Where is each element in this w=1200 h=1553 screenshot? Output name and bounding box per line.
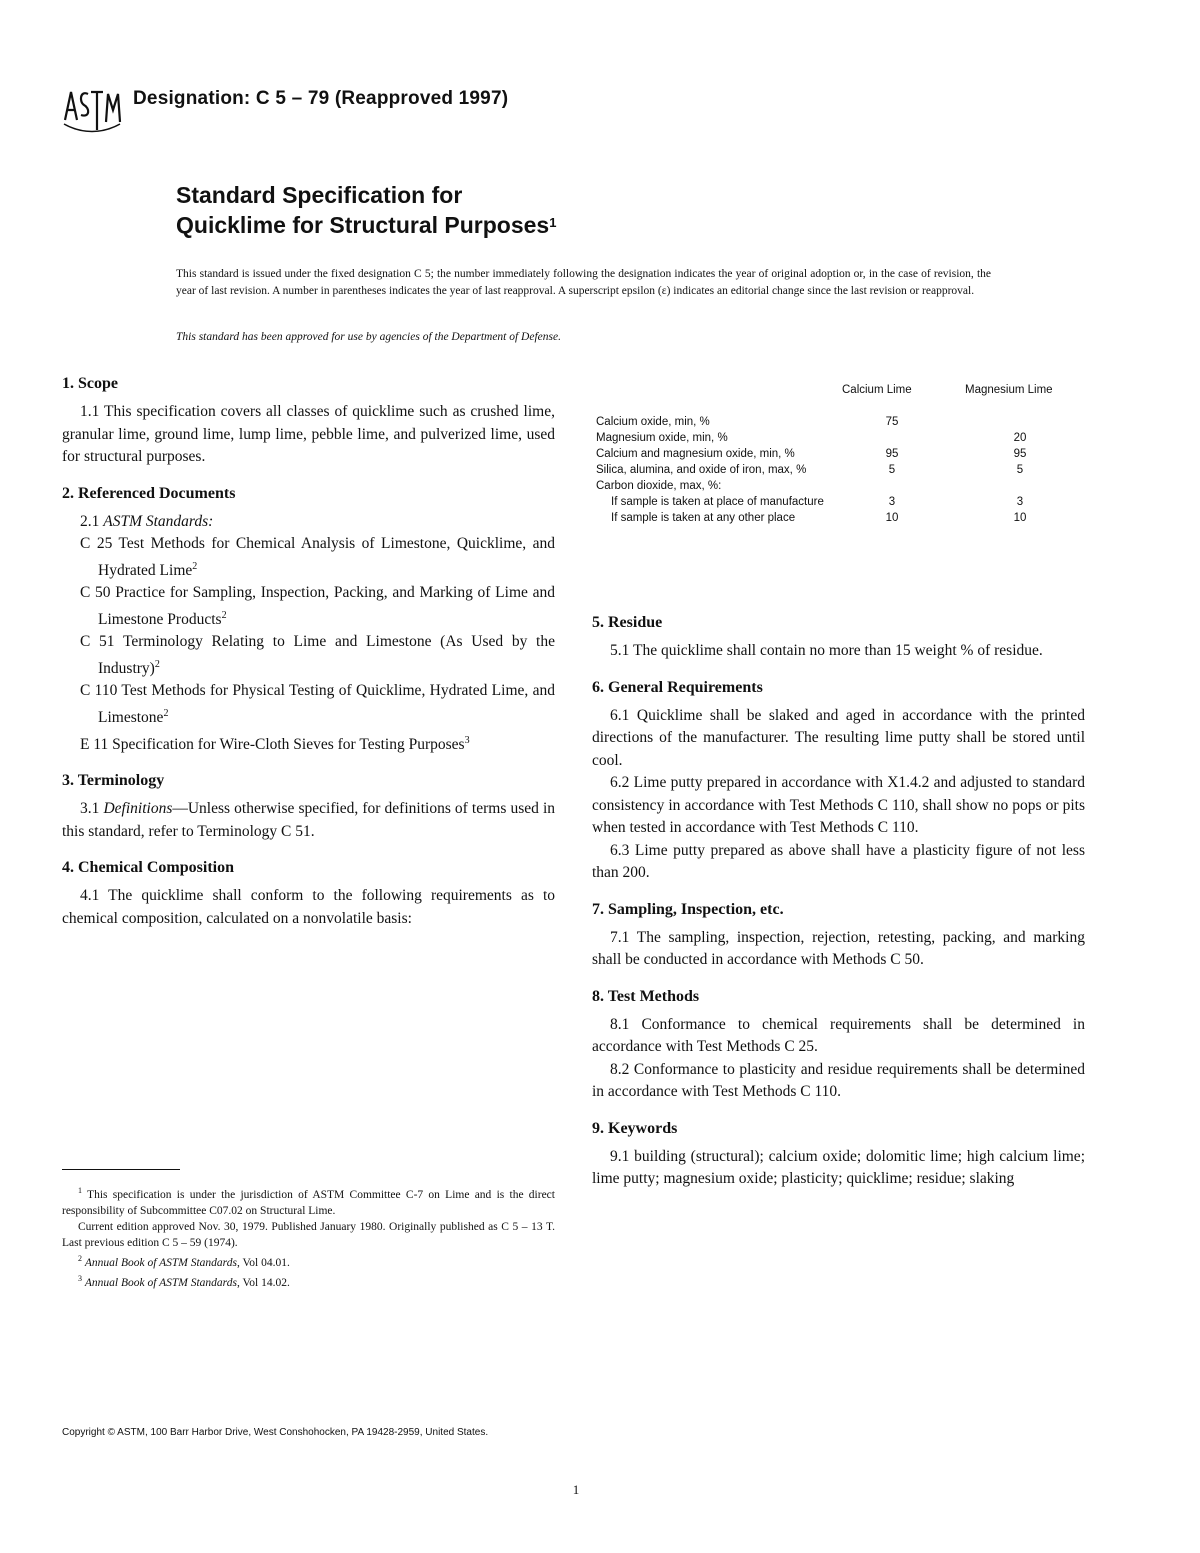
table-row: [592, 478, 1087, 494]
section-terminology: [62, 770, 555, 843]
paragraph: 5.1 The quicklime shall contain no more than 15 weight % of residue.: [610, 642, 1043, 659]
left-column: [62, 373, 555, 944]
paragraph: 8.2 Conformance to plasticity and residue requirements shall be determined in accordance with Test Methods C 110.: [592, 1060, 1085, 1100]
table-row: [592, 494, 1087, 510]
title-line-2: Quicklime for Structural Purposes$^1$: [176, 212, 557, 238]
reference-item: C 50 Practice for Sampling, Inspection, Packing, and Marking of Lime and Limestone Products$^2$: [80, 584, 555, 628]
footnote-2: $^2$ Annual Book of ASTM Standards, Vol 04.01.: [78, 1253, 290, 1269]
column-header-calcium-lime: Calcium Lime: [842, 384, 912, 396]
row-label: Magnesium oxide, min, %: [596, 432, 728, 444]
section-scope: [62, 373, 555, 469]
section-heading: 1. Scope: [62, 375, 118, 392]
magnesium-value: 95: [1013, 448, 1027, 460]
paragraph: 1.1 This specification covers all classes of quicklime such as crushed lime, granular lime, ground lime, lump lime, pebble lime, and pulverized lime, used for structural purposes.: [62, 403, 555, 465]
magnesium-value: 10: [1013, 512, 1027, 524]
table-row: [592, 510, 1087, 526]
magnesium-value: 3: [1016, 496, 1024, 508]
issuance-notice: This standard is issued under the fixed designation C 5; the number immediately following the designation indicates the year of original adoption or, in the case of revision, the year of last revision. A number in parentheses indicates the year of last reapproval. A superscript epsilon (ε) indicates an editorial change since the last revision or reapproval.: [176, 268, 991, 297]
section-referenced-documents: [62, 483, 555, 757]
chemical-requirements-table: [592, 378, 1087, 526]
table-row: [592, 414, 1087, 430]
section-heading: 6. General Requirements: [592, 678, 763, 696]
dod-approval-note: This standard has been approved for use by agencies of the Department of Defense.: [176, 331, 561, 343]
section-general-requirements: [592, 677, 1085, 885]
paragraph: 3.1 Definitions—Unless otherwise specified, for definitions of terms used in this standard, refer to Terminology C 51.: [62, 800, 556, 840]
magnesium-value: 5: [1016, 464, 1024, 476]
section-heading: 7. Sampling, Inspection, etc.: [592, 900, 784, 918]
section-heading: 8. Test Methods: [592, 987, 700, 1005]
title-footnote-ref[interactable]: 1: [549, 215, 557, 230]
calcium-value: 5: [888, 464, 896, 476]
table-row: [592, 430, 1087, 446]
calcium-value: 3: [888, 496, 896, 508]
footnote-3: $^3$ Annual Book of ASTM Standards, Vol 14.02.: [78, 1273, 290, 1289]
row-label: Calcium and magnesium oxide, min, %: [596, 448, 795, 460]
paragraph: 8.1 Conformance to chemical requirements shall be determined in accordance with Test Methods C 25.: [592, 1015, 1085, 1055]
magnesium-value: 20: [1013, 432, 1027, 444]
row-label: Silica, alumina, and oxide of iron, max, %: [596, 464, 807, 476]
row-label: If sample is taken at any other place: [611, 512, 796, 524]
section-heading: 5. Residue: [592, 614, 663, 631]
row-label: Calcium oxide, min, %: [596, 416, 710, 428]
page-number: 1: [572, 1482, 580, 1497]
paragraph: 6.2 Lime putty prepared in accordance with X1.4.2 and adjusted to standard consistency in accordance with Test Methods C 110, shall show no pops or pits when tested in accordance with Test Methods C 110.: [592, 774, 1085, 836]
reference-item: C 25 Test Methods for Chemical Analysis of Limestone, Quicklime, and Hydrated Lime$^2$: [80, 535, 555, 579]
paragraph: 9.1 building (structural); calcium oxide; dolomitic lime; high calcium lime; lime putty; magnesium oxide; plasticity; quicklime; residue; slaking: [592, 1147, 1085, 1187]
paragraph: 6.3 Lime putty prepared as above shall have a plasticity figure of not less than 200.: [592, 841, 1085, 881]
table-header: [592, 378, 1087, 414]
paragraph: 4.1 The quicklime shall conform to the following requirements as to chemical composition, calculated on a nonvolatile basis:: [62, 887, 555, 927]
footnote-1-edition: Current edition approved Nov. 30, 1979. Published January 1980. Originally published as C 5 – 13 T. Last previous edition C 5 – 59 (1974).: [62, 1220, 555, 1249]
right-column: [592, 612, 1085, 1205]
section-test-methods: [592, 986, 1085, 1104]
reference-item: C 110 Test Methods for Physical Testing of Quicklime, Hydrated Lime, and Limestone$^2$: [80, 682, 555, 727]
section-chemical-composition: [62, 857, 555, 930]
footnote-divider: [62, 1169, 180, 1170]
astm-logo-icon: [62, 82, 122, 136]
calcium-value: 95: [885, 448, 899, 460]
table-row: [592, 446, 1087, 462]
section-heading: 2. Referenced Documents: [62, 484, 236, 502]
section-heading: 9. Keywords: [592, 1119, 678, 1137]
section-heading: 4. Chemical Composition: [62, 859, 234, 877]
row-label: Carbon dioxide, max, %:: [596, 480, 722, 492]
section-residue: [592, 612, 1085, 663]
document-title: [176, 180, 556, 240]
section-heading: 3. Terminology: [62, 772, 165, 790]
row-label: If sample is taken at place of manufacture: [611, 496, 824, 508]
title-line-1: Standard Specification for: [176, 182, 463, 208]
subsection-astm-standards: 2.1 ASTM Standards:: [80, 512, 214, 530]
footnotes: [62, 1183, 555, 1290]
reference-item: E 11 Specification for Wire-Cloth Sieves for Testing Purposes$^3$: [80, 734, 470, 753]
calcium-value: 10: [885, 512, 899, 524]
paragraph: 7.1 The sampling, inspection, rejection, retesting, packing, and marking shall be conducted in accordance with Methods C 50.: [592, 928, 1085, 968]
reference-item: C 51 Terminology Relating to Lime and Limestone (As Used by the Industry)$^2$: [80, 633, 555, 677]
table-row: [592, 462, 1087, 478]
calcium-value: 75: [885, 416, 899, 428]
column-header-magnesium-lime: Magnesium Lime: [965, 384, 1053, 396]
footnote-1: $^1$ This specification is under the jurisdiction of ASTM Committee C-7 on Lime and is the direct responsibility of Subcommittee C07.02 on Structural Lime.: [62, 1186, 555, 1217]
section-sampling: [592, 899, 1085, 972]
copyright-notice: Copyright © ASTM, 100 Barr Harbor Drive, West Conshohocken, PA 19428-2959, United States.: [62, 1427, 489, 1438]
section-keywords: [592, 1118, 1085, 1191]
designation: Designation: C 5 – 79 (Reapproved 1997): [133, 88, 509, 109]
paragraph: 6.1 Quicklime shall be slaked and aged in accordance with the printed directions of the manufacturer. The resulting lime putty shall be stored until cool.: [592, 706, 1085, 769]
